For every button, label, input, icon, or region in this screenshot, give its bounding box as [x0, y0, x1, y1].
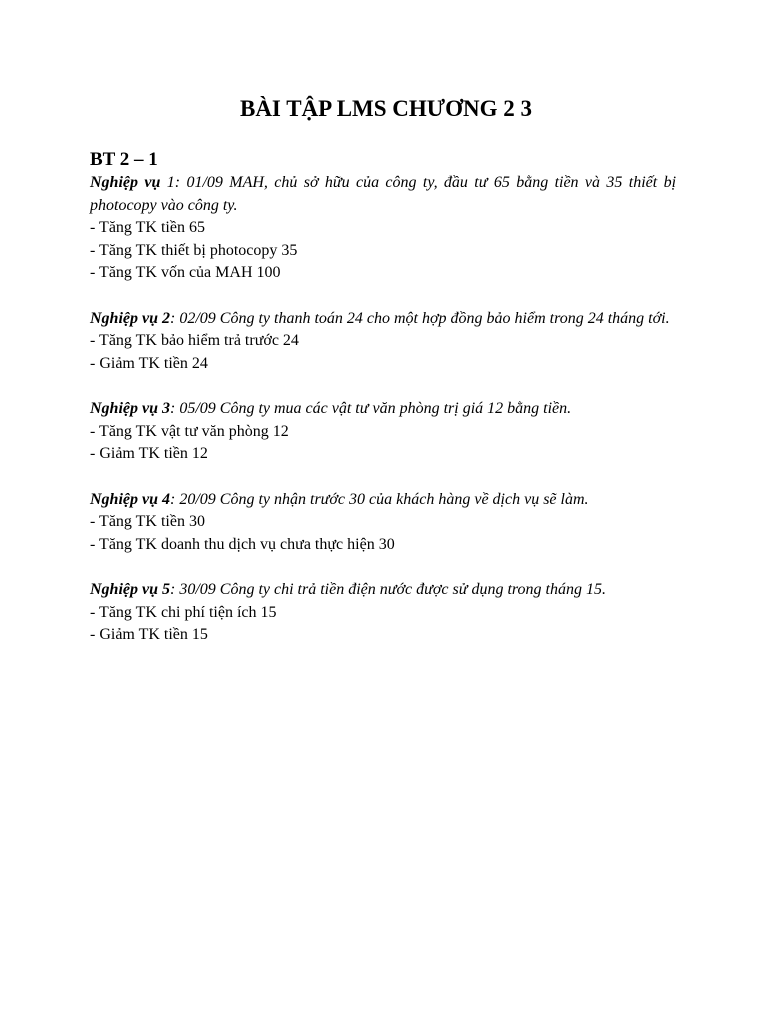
task-list — [90, 172, 676, 647]
task-label: Nghiệp vụ — [90, 174, 161, 191]
task-label: Nghiệp vụ 5 — [90, 581, 170, 598]
task-description-text: : 20/09 Công ty nhận trước 30 của khách hàng về dịch vụ sẽ làm. — [170, 490, 589, 508]
task-label: Nghiệp vụ 4 — [90, 490, 170, 508]
task-label: Nghiệp vụ 3 — [90, 400, 170, 417]
journal-entry: - Giảm TK tiền 24 — [90, 354, 208, 372]
task-description — [90, 172, 676, 217]
task-description — [90, 489, 676, 512]
journal-entry: - Tăng TK tiền 30 — [90, 513, 205, 530]
task-description-text: : 05/09 Công ty mua các vật tư văn phòng trị giá 12 bằng tiền. — [170, 400, 572, 417]
section-heading: BT 2 – 1 — [90, 149, 158, 170]
task-block — [90, 398, 676, 466]
journal-entry: - Tăng TK thiết bị photocopy 35 — [90, 241, 298, 259]
journal-entry: - Giảm TK tiền 15 — [90, 626, 208, 643]
task-description-text: : 01/09 MAH, chủ sở hữu của công ty, đầu tư 65 bằng tiền và 35 thiết bị photocopy vào công ty. — [90, 174, 677, 214]
journal-entry: - Tăng TK doanh thu dịch vụ chưa thực hiện 30 — [90, 535, 395, 553]
document-title: BÀI TẬP LMS CHƯƠNG 2 3 — [239, 96, 532, 121]
task-description — [90, 308, 676, 331]
journal-entry: - Giảm TK tiền 12 — [90, 445, 208, 462]
journal-entry: - Tăng TK tiền 65 — [90, 219, 205, 236]
task-description — [90, 398, 676, 421]
task-description — [90, 579, 676, 602]
task-label: Nghiệp vụ 2 — [90, 309, 170, 327]
task-description-text: : 02/09 Công ty thanh toán 24 cho một hợp đồng bảo hiểm trong 24 tháng tới. — [170, 309, 670, 327]
task-block — [90, 308, 676, 376]
journal-entry: - Tăng TK vốn của MAH 100 — [90, 264, 281, 281]
task-block — [90, 489, 676, 557]
task-description-text: : 30/09 Công ty chi trả tiền điện nước được sử dụng trong tháng 15. — [170, 581, 606, 598]
journal-entry: - Tăng TK vật tư văn phòng 12 — [90, 422, 289, 440]
task-number: 1 — [160, 174, 175, 191]
task-block — [90, 579, 676, 647]
task-block — [90, 172, 676, 285]
journal-entry: - Tăng TK bảo hiểm trả trước 24 — [90, 332, 299, 349]
journal-entry: - Tăng TK chi phí tiện ích 15 — [90, 603, 277, 621]
